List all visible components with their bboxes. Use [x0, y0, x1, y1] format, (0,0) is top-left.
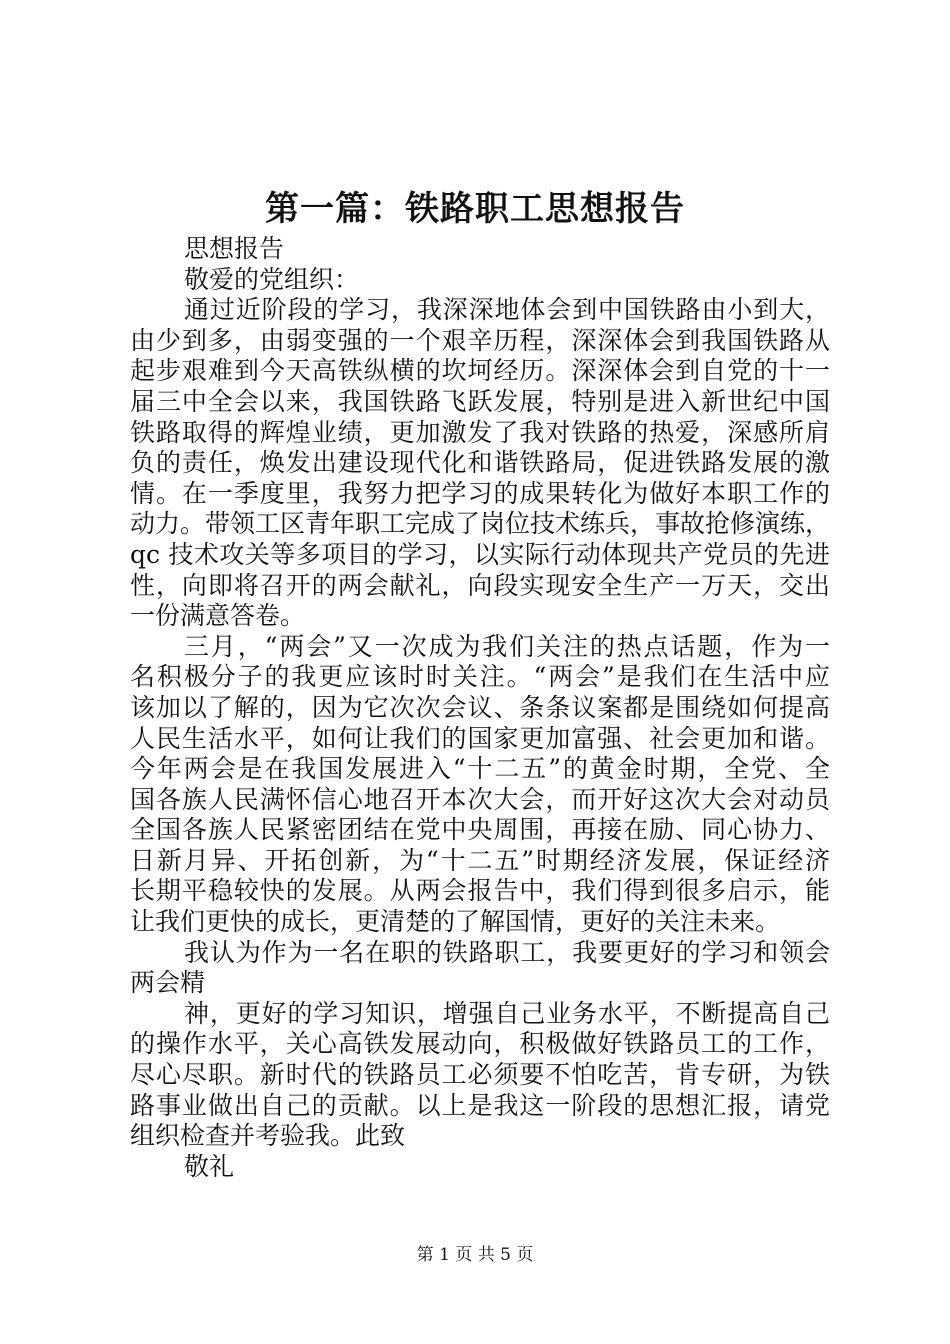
text-line: 日新月异、开拓创新，为“十二五”时期经济发展，保证经济	[130, 845, 830, 875]
text-line: 长期平稳较快的发展。从两会报告中，我们得到很多启示，能	[130, 876, 830, 906]
page-title: 第一篇：铁路职工思想报告	[265, 189, 685, 229]
text-line: 起步艰难到今天高铁纵横的坎坷经历。深深体会到自党的十一	[130, 356, 830, 386]
text-line: 该加以了解的，因为它次次会议、条条议案都是围绕如何提高	[130, 692, 830, 722]
text-line: 尽心尽职。新时代的铁路员工必须要不怕吃苦，肯专研，为铁	[130, 1060, 830, 1090]
text-line: 动力。带领工区青年职工完成了岗位技术练兵，事故抢修演练，	[130, 509, 831, 539]
text-line: 负的责任，焕发出建设现代化和谐铁路局，促进铁路发展的激	[130, 448, 830, 478]
page-footer: 第 1 页 共 5 页	[416, 1245, 534, 1265]
text-line: 人民生活水平，如何让我们的国家更加富强、社会更加和谐。	[130, 723, 830, 753]
text-line: 情。在一季度里，我努力把学习的成果转化为做好本职工作的	[130, 478, 830, 508]
text-line: 届三中全会以来，我国铁路飞跃发展，特别是进入新世纪中国	[130, 386, 830, 416]
text-line: 的操作水平，关心高铁发展动向，积极做好铁路员工的工作，	[130, 1029, 830, 1059]
text-line: 铁路取得的辉煌业绩，更加激发了我对铁路的热爱，深感所肩	[130, 417, 830, 447]
text-line: 我认为作为一名在职的铁路职工，我要更好的学习和领会	[184, 937, 830, 967]
document-body	[130, 234, 830, 1182]
text-line: 敬礼	[184, 1151, 235, 1181]
text-line: 由少到多，由弱变强的一个艰辛历程，深深体会到我国铁路从	[130, 325, 830, 355]
text-line: 路事业做出自己的贡献。以上是我这一阶段的思想汇报，请党	[130, 1090, 830, 1120]
text-line: 一份满意答卷。	[130, 601, 306, 631]
text-line: 今年两会是在我国发展进入“十二五”的黄金时期，全党、全	[130, 754, 830, 784]
text-line: 国各族人民满怀信心地召开本次大会，而开好这次大会对动员	[130, 784, 830, 814]
text-line: 让我们更快的成长，更清楚的了解国情，更好的关注未来。	[130, 907, 781, 937]
text-line: 三月，“两会”又一次成为我们关注的热点话题，作为一	[184, 631, 830, 661]
text-line: 思想报告	[184, 234, 285, 263]
text-line: 性，向即将召开的两会献礼，向段实现安全生产一万天，交出	[130, 570, 830, 600]
text-line: 名积极分子的我更应该时时关注。“两会”是我们在生活中应	[130, 662, 830, 692]
text-line: qc 技术攻关等多项目的学习，以实际行动体现共产党员的先进	[130, 539, 830, 569]
text-line: 通过近阶段的学习，我深深地体会到中国铁路由小到大，	[184, 295, 830, 325]
text-line: 全国各族人民紧密团结在党中央周围，再接在励、同心协力、	[130, 815, 830, 845]
text-line: 神，更好的学习知识，增强自己业务水平，不断提高自己	[184, 998, 830, 1028]
text-line: 组织检查并考验我。此致	[130, 1121, 406, 1151]
text-line: 两会精	[130, 968, 206, 998]
text-line: 敬爱的党组织：	[184, 264, 360, 294]
